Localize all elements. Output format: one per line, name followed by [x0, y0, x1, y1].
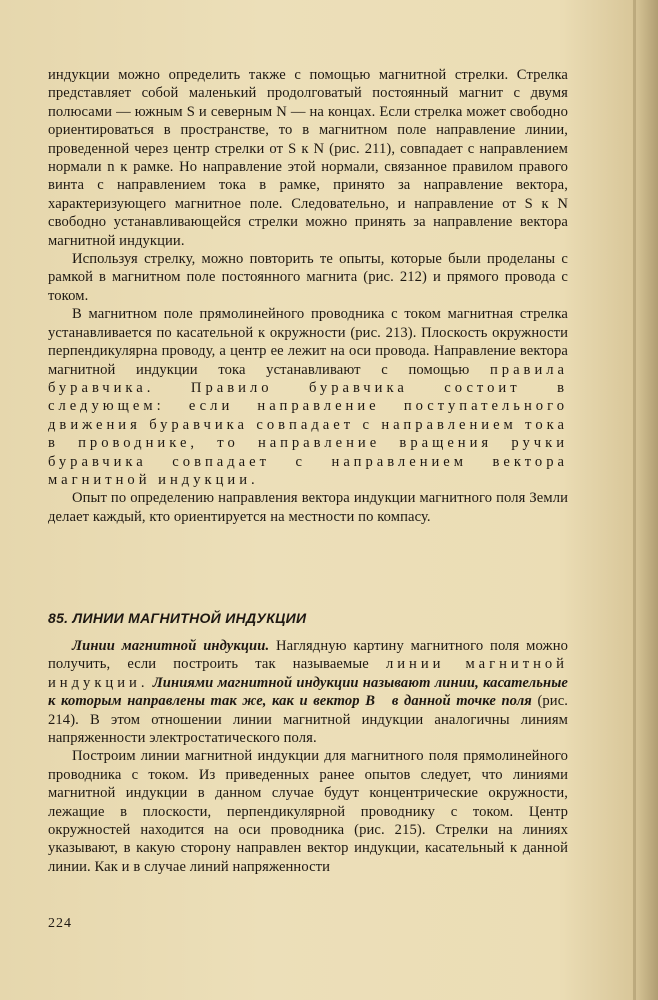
- text-block-bottom: [48, 637, 568, 876]
- paragraph-needle-definition: индукции можно определить также с помощью магнитной стрелки. Стрелка представляет собой маленький продолговатый постоянный магнит с двумя полюсами — южным S и северным N — на концах. Если стрелка может свободно ориентироваться в пространстве, то в магнитном поле направление линии, проведенной через центр стрелки от S к N (рис. 211), совпадает с направлением нормали n к рамке. Но направление этой нормали, связанное правилом правого винта с направлением тока в рамке, принято за направление вектора, характеризующего магнитное поле. Следовательно, и направление от S к N свободно устанавливающейся стрелки можно принять за направление вектора магнитной индукции.: [48, 67, 568, 249]
- term-spaced: линии магнитной индукции.: [48, 656, 568, 691]
- gimlet-rule-spaced-text: правила буравчика. Правило буравчика состоит в следующем: если направление поступательного движения буравчика совпадает с направлением тока в проводнике, то направление вращения ручки буравчика совпадает с направлением вектора магнитной индукции.: [48, 361, 569, 488]
- gimlet-rule-intro: В магнитном поле прямолинейного проводника с током магнитная стрелка устанавливается по касательной к окружности (рис. 213). Плоскость окружности перпендикулярна проводу, а центр ее лежит на оси провода. Направление вектора магнитной индукции тока устанавливают с помощью: [48, 306, 568, 378]
- page-fold-line: [633, 0, 636, 1000]
- paragraph-repeat-experiments: Используя стрелку, можно повторить те опыты, которые были проделаны с рамкой в магнитном поле постоянного магнита (рис. 212) и прямого провода с током.: [48, 251, 568, 304]
- definition-intro: Наглядную картину магнитного поля можно получить, если построить так называемые: [48, 638, 569, 673]
- definition-tail: (рис. 214). В этом отношении линии магнитной индукции аналогичны линиям напряженности электростатического поля.: [48, 693, 569, 747]
- page-number: 224: [48, 916, 72, 931]
- paragraph-induction-lines-definition: [48, 637, 568, 747]
- run-in-heading: Линии магнитной индукции.: [72, 638, 270, 654]
- vector-b-symbol: B⃗: [365, 693, 387, 710]
- text-block-top: [48, 66, 568, 526]
- definition-bold-end: в данной точке поля: [391, 693, 532, 710]
- paragraph-compass: Опыт по определению направления вектора индукции магнитного поля Земли делает каждый, кто ориентируется на местности по компасу.: [48, 490, 568, 525]
- paragraph-gimlet-rule: [48, 305, 568, 489]
- definition-bold: Линиями магнитной индукции называют линии, касательные к которым направлены так же, как и вектор: [48, 674, 569, 710]
- section-heading: 85. ЛИНИИ МАГНИТНОЙ ИНДУКЦИИ: [48, 610, 307, 626]
- book-spine-shadow: [640, 0, 658, 1000]
- paragraph-straight-conductor-lines: Построим линии магнитной индукции для магнитного поля прямолинейного проводника с током. Из приведенных ранее опытов следует, что линиями магнитной индукции в данном случае будут концентрические окружности, лежащие в плоскости, перпендикулярной проводнику с током. Центр окружностей находится на оси проводника (рис. 215). Стрелки на линиях указывают, в какую сторону направлен вектор индукции, касательный к данной линии. Как и в случае линий напряженности: [48, 748, 568, 875]
